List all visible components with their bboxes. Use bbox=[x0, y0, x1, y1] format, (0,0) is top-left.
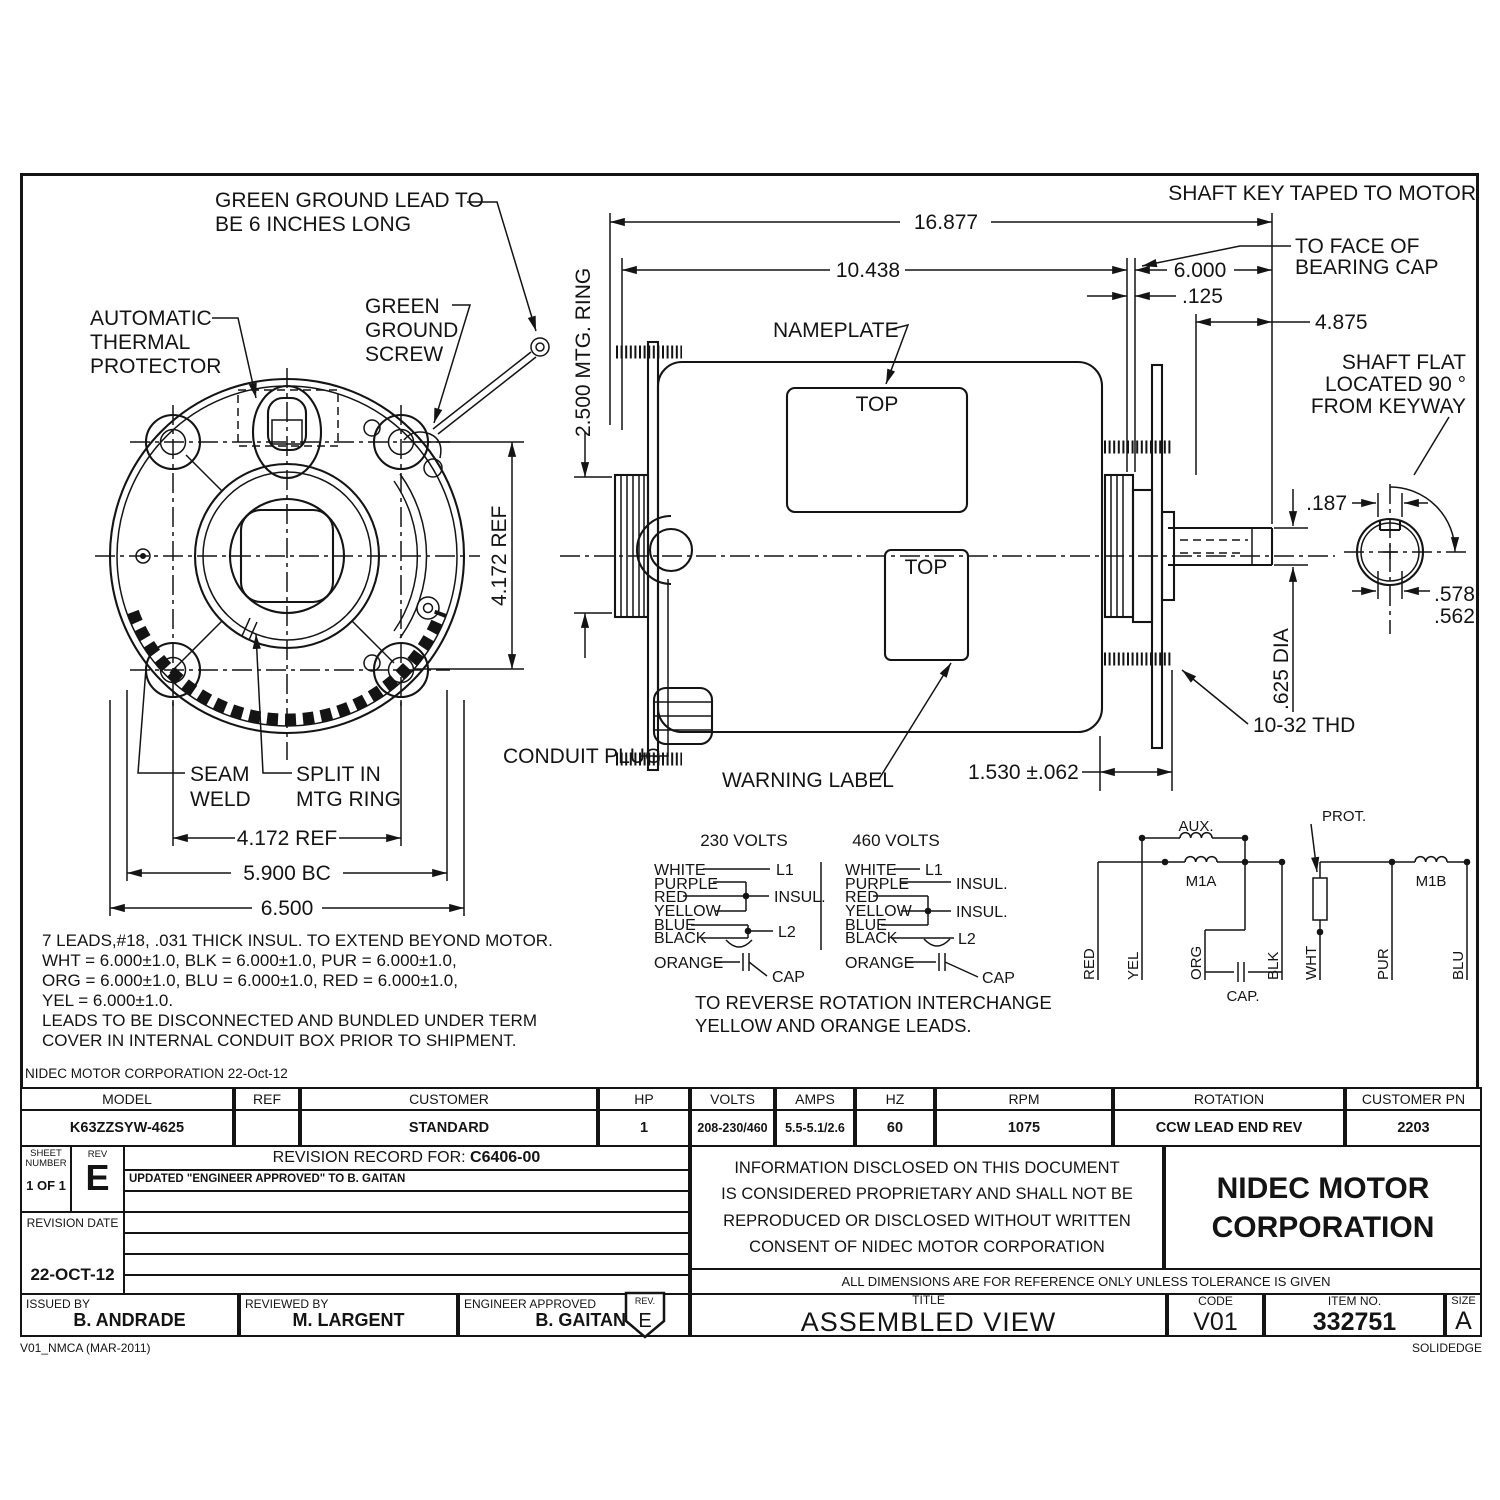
tb-header-hz: HZ bbox=[855, 1087, 935, 1111]
green-ground-lead-label-2: BE 6 INCHES LONG bbox=[215, 213, 412, 236]
front-view bbox=[95, 338, 549, 760]
issued-by: B. ANDRADE bbox=[73, 1309, 186, 1330]
note-line: WHT = 6.000±1.0, BLK = 6.000±1.0, PUR = 6.000±1.0, bbox=[42, 951, 457, 970]
to-face-label-2: BEARING CAP bbox=[1295, 256, 1439, 279]
cad-system-footer: SOLIDEDGE bbox=[1411, 1341, 1482, 1355]
tb-value-model: K63ZZSYW-4625 bbox=[20, 1109, 234, 1147]
tb-header-rotation: ROTATION bbox=[1113, 1087, 1345, 1111]
dim-flat-max: .578 bbox=[1434, 583, 1475, 606]
green-ground-lead-label: GREEN GROUND LEAD TO bbox=[215, 189, 484, 212]
coil-m1a-label: M1A bbox=[1185, 873, 1217, 890]
engineer-approved-label: ENGINEER APPROVED bbox=[464, 1297, 597, 1311]
wire-wht-label: WHT bbox=[1303, 945, 1320, 980]
wire-blu-label: BLU bbox=[1450, 950, 1467, 980]
front-view-labels bbox=[90, 189, 595, 920]
front-view-leaders bbox=[138, 202, 536, 773]
drawing-title: ASSEMBLED VIEW bbox=[800, 1306, 1057, 1337]
lead-white: WHITE bbox=[654, 862, 706, 879]
engineer-approved: B. GAITAN bbox=[535, 1309, 626, 1330]
sheet-label-2: NUMBER bbox=[25, 1158, 67, 1170]
ground-screw-label-3: SCREW bbox=[365, 343, 444, 366]
rev-value: E bbox=[85, 1157, 110, 1198]
tb-reviewed-cell bbox=[239, 1293, 458, 1337]
terminal-l2: L2 bbox=[958, 931, 976, 948]
lead-black: BLACK bbox=[654, 930, 707, 947]
reviewed-by: M. LARGENT bbox=[292, 1309, 405, 1330]
lead-blue: BLUE bbox=[654, 917, 696, 934]
terminal-cap: CAP bbox=[772, 969, 805, 986]
thermal-protector-label-3: PROTECTOR bbox=[90, 355, 222, 378]
wire-yel-label: YEL bbox=[1125, 951, 1142, 980]
wiring-230v-title: 230 VOLTS bbox=[700, 831, 788, 850]
sheet-label: SHEET bbox=[30, 1148, 62, 1159]
split-mtg-ring-label-2: MTG RING bbox=[296, 788, 401, 811]
tb-disclaimer bbox=[690, 1145, 1164, 1270]
dim-overall-length: 16.877 bbox=[913, 211, 979, 234]
code-value: V01 bbox=[1193, 1307, 1238, 1336]
note-line: YEL = 6.000±1.0. bbox=[42, 991, 174, 1010]
thermal-protector-label-2: THERMAL bbox=[90, 331, 191, 354]
code-label: CODE bbox=[1198, 1293, 1233, 1308]
drawing-notes bbox=[42, 931, 553, 1050]
terminal-cap: CAP bbox=[982, 970, 1015, 987]
tb-header-customer-pn: CUSTOMER PN bbox=[1345, 1087, 1482, 1111]
terminal-l1: L1 bbox=[925, 862, 943, 879]
tb-tolerance-note: ALL DIMENSIONS ARE FOR REFERENCE ONLY UNLESS TOLERANCE IS GIVEN bbox=[690, 1268, 1482, 1295]
tb-header-customer: CUSTOMER bbox=[300, 1087, 598, 1111]
warning-label: WARNING LABEL bbox=[722, 769, 894, 792]
tb-header-hp: HP bbox=[598, 1087, 690, 1111]
wire-org-label: ORG bbox=[1188, 945, 1205, 980]
tb-header-volts: VOLTS bbox=[690, 1087, 775, 1111]
shaft-flat-label: SHAFT FLAT bbox=[1341, 351, 1466, 374]
item-no-label: ITEM NO. bbox=[1327, 1293, 1382, 1308]
tb-header-ref: REF bbox=[234, 1087, 300, 1111]
revision-entry-empty bbox=[125, 1234, 688, 1255]
tb-company bbox=[1164, 1145, 1482, 1270]
terminal-l1: L1 bbox=[776, 862, 794, 879]
rev-flag-value: E bbox=[638, 1310, 652, 1332]
tb-revision-record bbox=[123, 1145, 690, 1295]
note-line: COVER IN INTERNAL CONDUIT BOX PRIOR TO SHIPMENT. bbox=[42, 1031, 517, 1050]
revision-entry-empty bbox=[125, 1255, 688, 1276]
dim-bolt-circle: 5.900 BC bbox=[243, 862, 331, 885]
title-label: TITLE bbox=[912, 1292, 945, 1307]
tb-code-cell bbox=[1167, 1293, 1264, 1337]
revision-record-number: C6406-00 bbox=[470, 1149, 541, 1166]
shaft-flat-label-2: LOCATED 90 ° bbox=[1324, 373, 1466, 396]
disclaimer-line: CONSENT OF NIDEC MOTOR CORPORATION bbox=[749, 1237, 1105, 1256]
tb-sheet-cell bbox=[20, 1145, 72, 1213]
terminal-insul: INSUL. bbox=[956, 876, 1008, 893]
rev-flag-label: REV. bbox=[634, 1296, 656, 1306]
dim-frame-length: 10.438 bbox=[835, 259, 901, 282]
title-block bbox=[20, 1087, 1482, 1337]
tb-header-rpm: RPM bbox=[935, 1087, 1113, 1111]
lead-red: RED bbox=[654, 889, 688, 906]
ground-screw-label-2: GROUND bbox=[365, 319, 459, 342]
nameplate-label: NAMEPLATE bbox=[773, 319, 899, 342]
dim-flat-min: .562 bbox=[1434, 605, 1475, 628]
dim-4875: 4.875 bbox=[1315, 311, 1368, 334]
seam-weld-label: SEAM bbox=[190, 763, 250, 786]
tb-value-volts: 208-230/460 bbox=[690, 1109, 775, 1147]
wire-red-label: RED bbox=[1081, 948, 1098, 980]
tb-issued-cell bbox=[20, 1293, 239, 1337]
tb-value-ref bbox=[234, 1109, 300, 1147]
lead-red: RED bbox=[845, 889, 879, 906]
item-no-value: 332751 bbox=[1312, 1307, 1397, 1336]
tb-size-cell bbox=[1445, 1293, 1482, 1337]
tb-revision-date-cell bbox=[20, 1211, 125, 1295]
thread-callout: 10-32 THD bbox=[1253, 714, 1356, 737]
wiring-460v-title: 460 VOLTS bbox=[852, 831, 940, 850]
warning-top-text: TOP bbox=[904, 556, 948, 579]
coil-m1b-label: M1B bbox=[1415, 873, 1447, 890]
size-label: SIZE bbox=[1451, 1294, 1476, 1307]
rev-flag bbox=[624, 1291, 666, 1341]
tb-value-hz: 60 bbox=[855, 1109, 935, 1147]
reverse-note-line: TO REVERSE ROTATION INTERCHANGE bbox=[695, 992, 1052, 1013]
wiring-diagram-230v bbox=[654, 831, 826, 986]
note-line: LEADS TO BE DISCONNECTED AND BUNDLED UNDER TERM bbox=[42, 1011, 537, 1030]
revision-entry-empty bbox=[125, 1192, 688, 1213]
revision-date: 22-OCT-12 bbox=[30, 1265, 115, 1284]
dim-gap: .125 bbox=[1182, 285, 1223, 308]
reverse-rotation-note bbox=[695, 992, 1052, 1036]
capacitor-label: CAP. bbox=[1226, 988, 1260, 1005]
company-name-line: NIDEC MOTOR bbox=[1216, 1171, 1430, 1205]
lead-orange: ORANGE bbox=[654, 955, 724, 972]
wiring-diagram-460v bbox=[845, 831, 1015, 987]
revision-record-title: REVISION RECORD FOR: bbox=[272, 1149, 471, 1166]
company-name-line-2: CORPORATION bbox=[1211, 1210, 1435, 1244]
dim-shaft-diameter: .625 DIA bbox=[1270, 628, 1293, 710]
disclaimer-line: IS CONSIDERED PROPRIETARY AND SHALL NOT BE bbox=[721, 1185, 1133, 1204]
dim-bolt-spacing-vertical: 4.172 REF bbox=[488, 505, 511, 606]
revision-entry-empty bbox=[125, 1276, 688, 1293]
lead-orange: ORANGE bbox=[845, 955, 915, 972]
thermal-protector-label: AUTOMATIC bbox=[90, 307, 212, 330]
terminal-insul: INSUL. bbox=[774, 889, 826, 906]
protector-label: PROT. bbox=[1322, 808, 1367, 825]
tb-value-hp: 1 bbox=[598, 1109, 690, 1147]
dim-outer-diameter: 6.500 bbox=[260, 897, 314, 920]
revision-entry: UPDATED "ENGINEER APPROVED" TO B. GAITAN bbox=[125, 1169, 688, 1192]
sheet-value: 1 OF 1 bbox=[26, 1177, 66, 1193]
revision-entry-empty bbox=[125, 1213, 688, 1234]
wiring-schematic bbox=[1081, 808, 1470, 1005]
tb-value-customer: STANDARD bbox=[300, 1109, 598, 1147]
lead-purple: PURPLE bbox=[845, 876, 910, 893]
issued-by-label: ISSUED BY bbox=[26, 1297, 91, 1311]
revision-date-label: REVISION DATE bbox=[26, 1216, 119, 1230]
terminal-l2: L2 bbox=[778, 924, 796, 941]
lead-purple: PURPLE bbox=[654, 876, 719, 893]
reviewed-by-label: REVIEWED BY bbox=[245, 1297, 329, 1311]
dim-keyway: .187 bbox=[1306, 492, 1347, 515]
shaft-flat-label-3: FROM KEYWAY bbox=[1310, 395, 1466, 418]
tb-value-customer-pn: 2203 bbox=[1345, 1109, 1482, 1147]
tb-value-amps: 5.5-5.1/2.6 bbox=[775, 1109, 855, 1147]
lead-white: WHITE bbox=[845, 862, 897, 879]
tb-title-cell bbox=[690, 1293, 1167, 1337]
disclaimer-line: REPRODUCED OR DISCLOSED WITHOUT WRITTEN bbox=[723, 1211, 1131, 1230]
ground-screw-label: GREEN bbox=[365, 295, 440, 318]
tb-value-rpm: 1075 bbox=[935, 1109, 1113, 1147]
reverse-note-line-2: YELLOW AND ORANGE LEADS. bbox=[695, 1015, 972, 1036]
nameplate-top-text: TOP bbox=[855, 393, 899, 416]
seam-weld-label-2: WELD bbox=[190, 788, 251, 811]
side-view bbox=[560, 342, 1335, 770]
lead-yellow: YELLOW bbox=[654, 903, 721, 920]
coil-aux-label: AUX. bbox=[1178, 818, 1214, 835]
to-face-label: TO FACE OF bbox=[1295, 235, 1420, 258]
corporation-date-note: NIDEC MOTOR CORPORATION 22-Oct-12 bbox=[25, 1066, 288, 1081]
shaft-key-note: SHAFT KEY TAPED TO MOTOR bbox=[1168, 182, 1476, 205]
split-mtg-ring-label: SPLIT IN bbox=[296, 763, 381, 786]
tb-rev-cell bbox=[70, 1145, 125, 1213]
note-line: ORG = 6.000±1.0, BLU = 6.000±1.0, RED = 6.000±1.0, bbox=[42, 971, 458, 990]
form-number-footer: V01_NMCA (MAR-2011) bbox=[20, 1341, 151, 1355]
tb-value-rotation: CCW LEAD END REV bbox=[1113, 1109, 1345, 1147]
dim-shaft-extension: 6.000 bbox=[1173, 259, 1227, 282]
dim-stud-length: 1.530 ±.062 bbox=[968, 761, 1079, 784]
size-value: A bbox=[1455, 1306, 1472, 1335]
lead-yellow: YELLOW bbox=[845, 903, 912, 920]
note-line: 7 LEADS,#18, .031 THICK INSUL. TO EXTEND BEYOND MOTOR. bbox=[42, 931, 553, 950]
disclaimer-line: INFORMATION DISCLOSED ON THIS DOCUMENT bbox=[734, 1159, 1120, 1178]
terminal-insul-2: INSUL. bbox=[956, 904, 1008, 921]
rev-label: REV bbox=[87, 1149, 108, 1160]
dim-bolt-spacing: 4.172 REF bbox=[236, 827, 338, 850]
tb-header-amps: AMPS bbox=[775, 1087, 855, 1111]
lead-black: BLACK bbox=[845, 930, 898, 947]
conduit-plug-label: CONDUIT PLUG bbox=[503, 745, 662, 768]
wire-pur-label: PUR bbox=[1375, 948, 1392, 980]
tb-header-model: MODEL bbox=[20, 1087, 234, 1111]
dim-mtg-ring: 2.500 MTG. RING bbox=[572, 267, 595, 437]
lead-blue: BLUE bbox=[845, 917, 887, 934]
tb-item-cell bbox=[1264, 1293, 1445, 1337]
wire-blk-label: BLK bbox=[1265, 951, 1282, 980]
